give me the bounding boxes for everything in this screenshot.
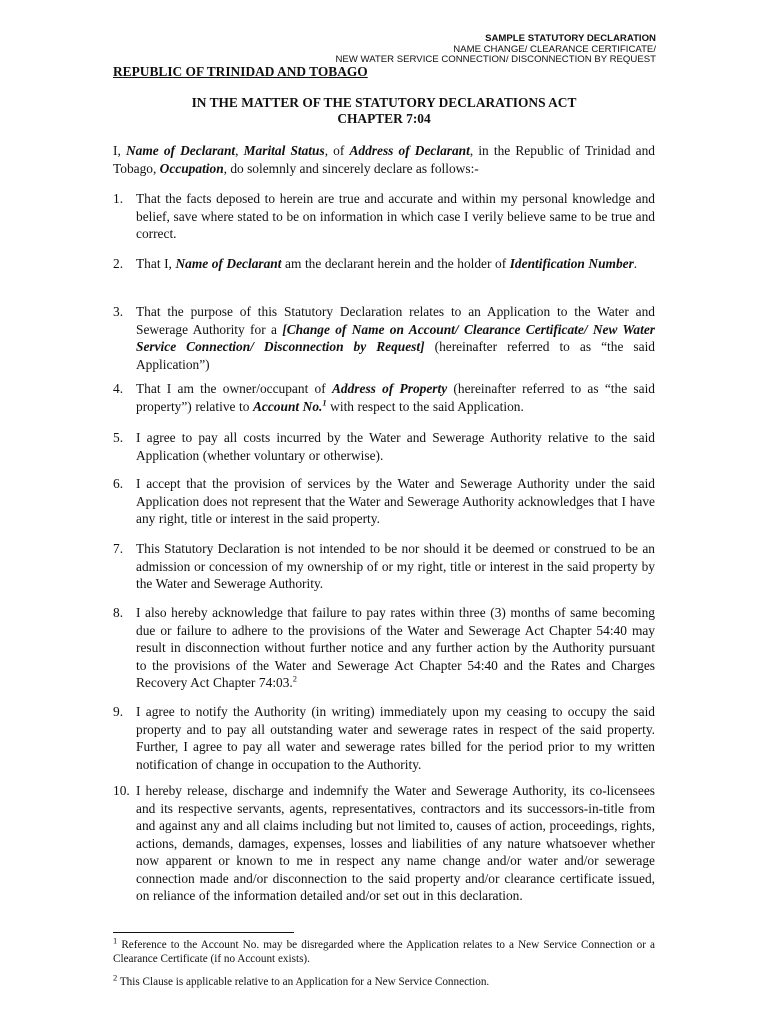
- document-chapter: CHAPTER 7:04: [337, 111, 431, 126]
- application-type-field: [Change of Name on Account/ Clearance Certificate/ New Water Service Connection/ Disconnection by Request]: [136, 321, 655, 354]
- occupation-field: Occupation: [159, 160, 224, 176]
- clause-text-part: I also hereby acknowledge that failure to pay rates within three (3) months of same becoming due or failure to adhere to the provisions of the Water and Sewerage Act Chapter 54:40 may result in disconnection without further notice and any further action by the Authority pursuant to the provisions of the Water and Sewerage Act Chapter 54:40 and the Rates and Charges Recovery Act Chapter 74:03.: [136, 605, 655, 690]
- declaration-intro: [113, 142, 655, 177]
- intro-text: ,: [235, 143, 244, 158]
- intro-text: , do solemnly and sincerely declare as follows:-: [223, 160, 479, 176]
- clause-text: I accept that the provision of services by the Water and Sewerage Authority under the said Application does not represent that the Water and Sewerage Authority acknowledges that I have any right, title or interest in the said property.: [136, 476, 655, 526]
- clause-text-part: am the declarant herein and the holder of: [281, 256, 510, 271]
- footnote-text: This Clause is applicable relative to an Application for a New Service Connection.: [117, 976, 490, 988]
- clause-text: I hereby release, discharge and indemnify the Water and Sewerage Authority, its co-licensees and its respective servants, agents, representatives, contractors and its successors-in-title from and against any and all claims including but not limited to, causes of action, proceedings, rights, actions, demands, damages, expenses, losses and liabilities of any nature whatsoever whether now apparent or known to me in respect any name change and/or water and/or sewerage connection made and/or disconnection to the said property and/or clearance certificate issued, on reliance of the information detailed and/or set out in this declaration.: [136, 783, 655, 903]
- header-note-line-1: SAMPLE STATUTORY DECLARATION: [485, 33, 656, 44]
- clause-number: 10.: [113, 783, 130, 798]
- intro-text: , of: [324, 143, 350, 158]
- header-note-line-3: NEW WATER SERVICE CONNECTION/ DISCONNECTION BY REQUEST: [335, 54, 656, 65]
- declarant-name-field: Name of Declarant: [125, 143, 236, 158]
- clause-text-part: (hereinafter referred to as “the said property”) relative to: [136, 381, 655, 414]
- clause-number: 8.: [113, 605, 124, 620]
- header-note-line-2: NAME CHANGE/ CLEARANCE CERTIFICATE/: [453, 43, 656, 55]
- footnote-number: 1: [113, 935, 118, 946]
- clause-text-part: with respect to the said Application.: [326, 398, 524, 414]
- clause-2: [113, 255, 655, 273]
- clause-text-part: That the purpose of this Statutory Declaration relates to an Application to the Water and Sewerage Authority for a: [136, 304, 655, 337]
- footnote-number: 2: [113, 972, 118, 983]
- clause-number: 5.: [113, 430, 124, 445]
- clause-7: [113, 540, 655, 593]
- clause-10: [113, 782, 655, 905]
- clause-text: [136, 380, 655, 415]
- clause-4: [113, 380, 655, 415]
- clause-text: This Statutory Declaration is not intended to be nor should it be deemed or construed to be an admission or concession of my ownership of or my right, title or interest in the said property by the Water and Sewerage Authority.: [136, 541, 655, 591]
- clause-number: 7.: [113, 541, 124, 556]
- property-address-field: Address of Property: [331, 381, 448, 396]
- clause-6: [113, 475, 655, 528]
- clause-number: 9.: [113, 704, 124, 719]
- clause-9: [113, 703, 655, 773]
- footnote-1: [113, 935, 655, 966]
- marital-status-field: Marital Status: [243, 143, 325, 158]
- clause-number: 3.: [113, 304, 124, 319]
- clause-number: 4.: [113, 381, 124, 396]
- declarant-address-field: Address of Declarant: [349, 143, 470, 158]
- clause-text-part: .: [633, 256, 638, 271]
- clause-number: 1.: [113, 191, 124, 206]
- clause-text: [136, 604, 655, 692]
- document-title: IN THE MATTER OF THE STATUTORY DECLARATIONS ACT: [191, 95, 577, 110]
- clause-number: 2.: [113, 256, 124, 271]
- intro-text: I,: [113, 143, 126, 158]
- clause-text: I agree to notify the Authority (in writing) immediately upon my ceasing to occupy the said property and to pay all outstanding water and sewerage rates in respect of the said property. Further, I agree to pay all water and sewerage rates billed for the period prior to my written notification of change in occupation to the Authority.: [136, 704, 655, 772]
- footnote-2: [113, 972, 655, 990]
- header-note: [335, 34, 656, 66]
- footnote-text: Reference to the Account No. may be disregarded where the Application relates to a New Service Connection or a Clearance Certificate (if no Account exists).: [113, 939, 655, 965]
- clause-text-part: That I am the owner/occupant of: [136, 381, 332, 396]
- clause-text-part: (hereinafter referred to as “the said Application”): [136, 339, 655, 372]
- clause-text: I agree to pay all costs incurred by the Water and Sewerage Authority relative to the said Application (whether voluntary or otherwise).: [136, 430, 655, 463]
- clause-text: [136, 303, 655, 373]
- clause-1: [113, 190, 655, 243]
- clause-3: [113, 303, 655, 373]
- footnote-ref-1: 1: [322, 397, 327, 408]
- account-number-field: Account No.: [252, 398, 323, 414]
- country-heading: REPUBLIC OF TRINIDAD AND TOBAGO: [113, 64, 368, 79]
- footnote-ref-2: 2: [292, 673, 298, 684]
- footnote-divider: [113, 932, 294, 933]
- clause-text: That the facts deposed to herein are true and accurate and within my personal knowledge and belief, save where stated to be on information in which case I verily believe same to be true and correct.: [136, 191, 655, 241]
- declarant-name-field: Name of Declarant: [175, 256, 282, 271]
- clause-5: [113, 429, 655, 464]
- identification-number-field: Identification Number: [509, 256, 634, 271]
- clause-8: [113, 604, 655, 692]
- clause-number: 6.: [113, 476, 124, 491]
- clause-text-part: That I,: [136, 256, 176, 271]
- clause-text: [136, 255, 655, 273]
- intro-text: , in the Republic of Trinidad and Tobago,: [113, 143, 656, 176]
